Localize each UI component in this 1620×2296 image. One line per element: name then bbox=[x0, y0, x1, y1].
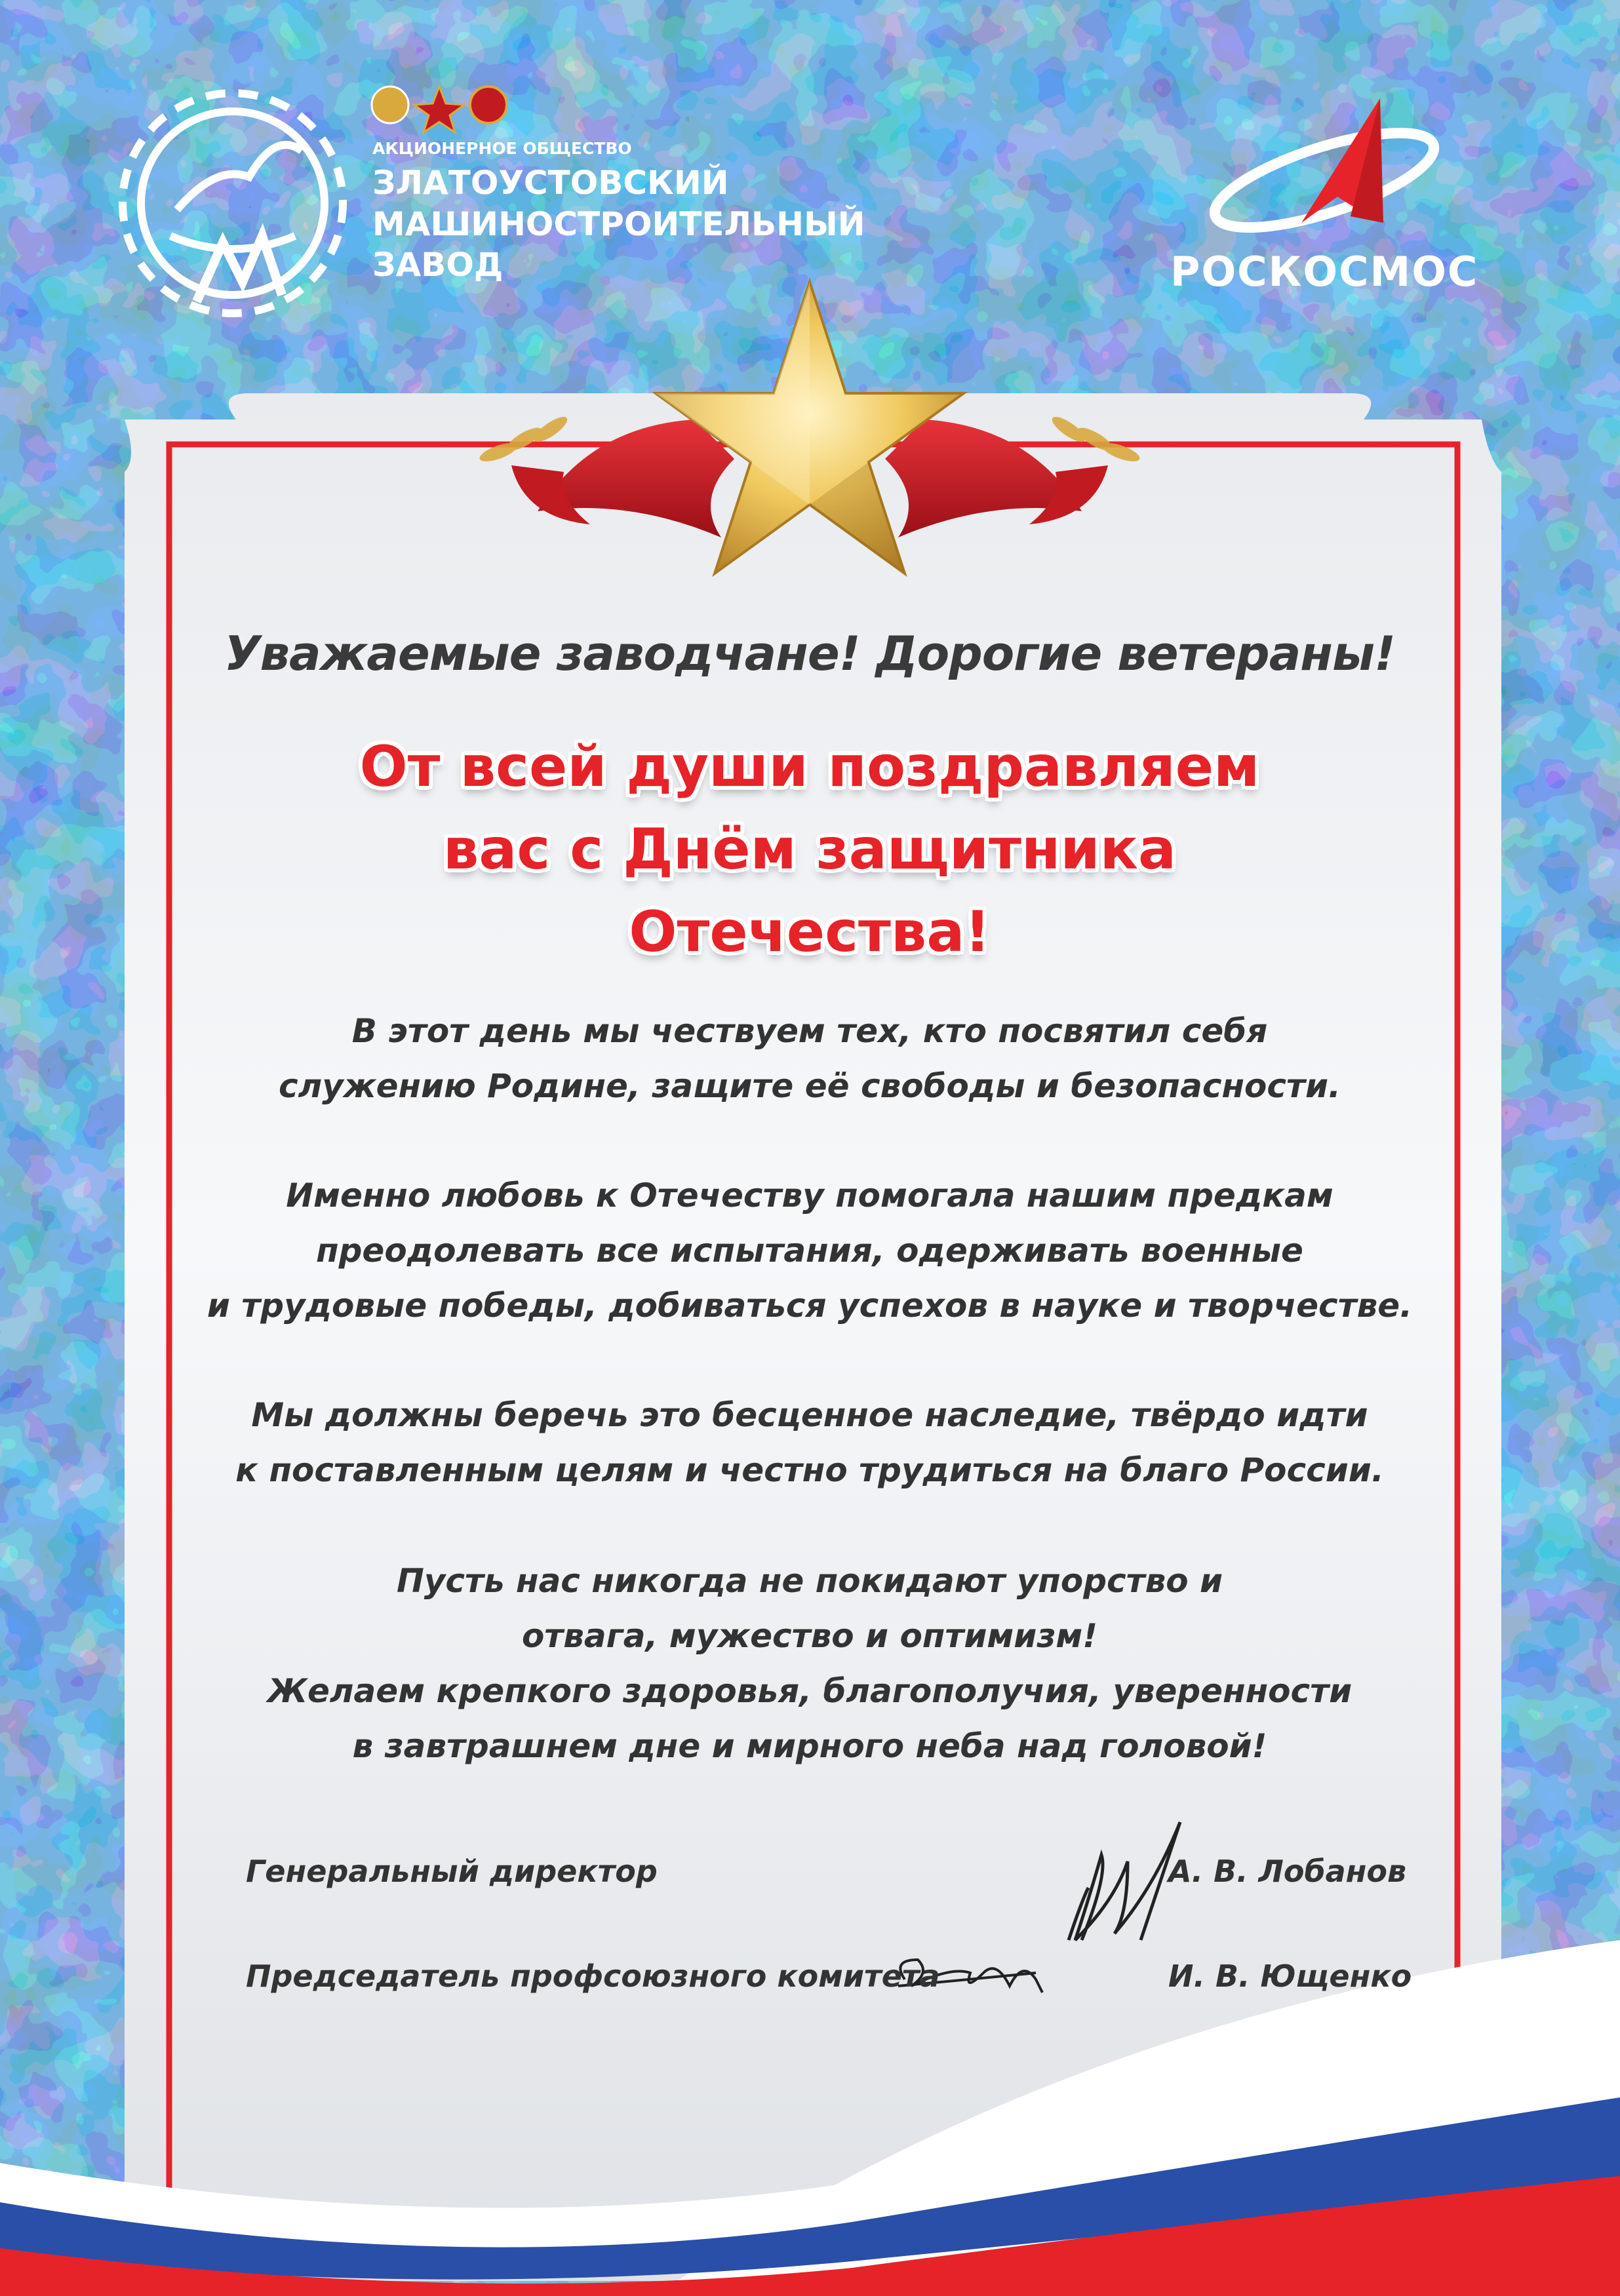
org-name-line3: ЗАВОД bbox=[372, 246, 504, 284]
signature-name-2: И. В. Ющенко bbox=[1168, 1958, 1412, 1994]
body-p3-line2: к поставленным целям и честно трудиться на благо России. bbox=[235, 1451, 1384, 1489]
congrats-line2: вас с Днём защитника bbox=[443, 817, 1177, 882]
greeting: Уважаемые заводчане! Дорогие ветераны! bbox=[224, 626, 1395, 681]
partner-name: РОСКОСМОС bbox=[1170, 248, 1479, 296]
org-type: АКЦИОНЕРНОЕ ОБЩЕСТВО bbox=[372, 139, 632, 158]
signature-role-1: Генеральный директор bbox=[246, 1854, 658, 1889]
org-name-line2: МАШИНОСТРОИТЕЛЬНЫЙ bbox=[372, 205, 865, 243]
body-p4-line4: в завтрашнем дне и мирного неба над головой! bbox=[352, 1727, 1267, 1765]
org-name-line1: ЗЛАТОУСТОВСКИЙ bbox=[372, 164, 729, 202]
congrats-line1: От всей души поздравляем bbox=[359, 734, 1260, 800]
body-p4-line3: Желаем крепкого здоровья, благополучия, уверенности bbox=[267, 1672, 1353, 1710]
body-p1-line1: В этот день мы чествуем тех, кто посвятил себя bbox=[351, 1012, 1268, 1050]
congrats-line3: Отечества! bbox=[629, 899, 991, 965]
body-p4-line2: отвага, мужество и оптимизм! bbox=[521, 1617, 1098, 1655]
body-p3-line1: Мы должны беречь это бесценное наследие, твёрдо идти bbox=[251, 1396, 1368, 1434]
body-p2-line2: преодолевать все испытания, одерживать военные bbox=[316, 1232, 1303, 1270]
signature-name-1: А. В. Лобанов bbox=[1168, 1854, 1407, 1889]
body-p4-line1: Пусть нас никогда не покидают упорство и bbox=[396, 1562, 1223, 1600]
body-p1-line2: служению Родине, защите её свободы и безопасности. bbox=[278, 1067, 1341, 1105]
body-p2-line3: и трудовые победы, добиваться успехов в науке и творчестве. bbox=[207, 1287, 1413, 1325]
signature-role-2: Председатель профсоюзного комитета bbox=[246, 1958, 940, 1994]
body-p2-line1: Именно любовь к Отечеству помогала нашим предкам bbox=[286, 1177, 1334, 1215]
